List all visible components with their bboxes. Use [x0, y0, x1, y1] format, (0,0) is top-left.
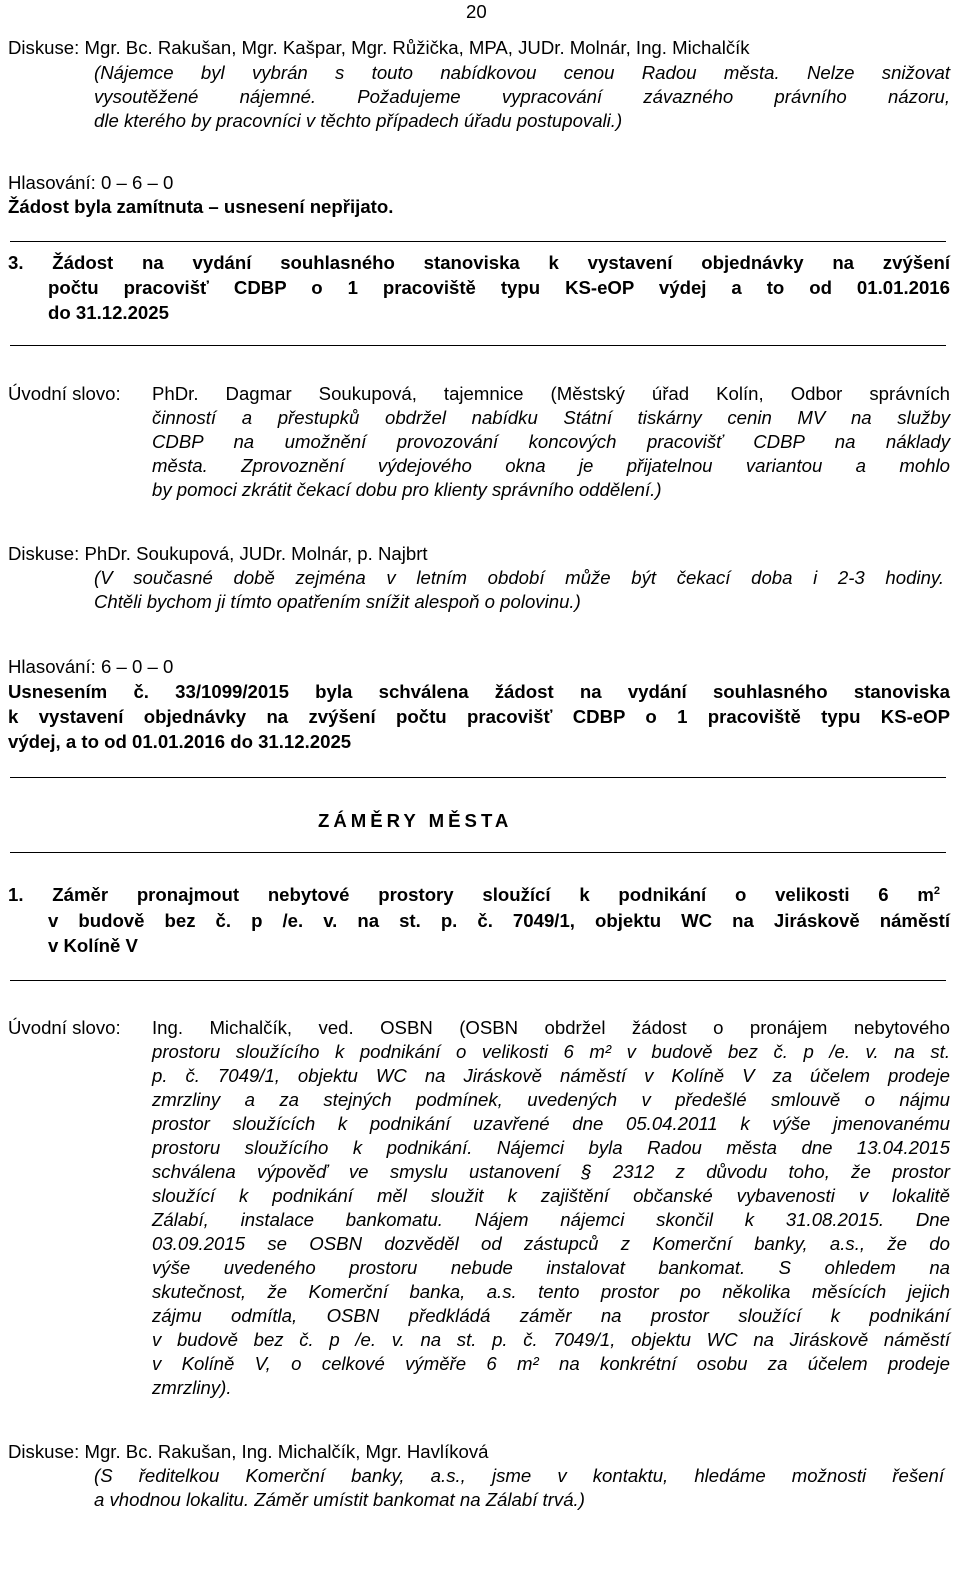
intro-line: Zálabí, instalace bankomatu. Nájem nájemci skončil k 31.08.2015. Dne	[152, 1209, 950, 1230]
vote-result: Hlasování: 6 – 0 – 0	[8, 656, 174, 677]
intro-line: by pomoci zkrátit čekací dobu pro klienty správního oddělení.)	[152, 479, 662, 500]
section-heading: ZÁMĚRY MĚSTA	[318, 810, 513, 831]
discussion-line: Diskuse: PhDr. Soukupová, JUDr. Molnár, p. Najbrt	[8, 543, 428, 564]
divider	[10, 852, 946, 853]
divider	[10, 777, 946, 778]
intro-line: p. č. 7049/1, objektu WC na Jiráskově náměstí v Kolíně V za účelem prodeje	[152, 1065, 950, 1086]
intro-line: sloužící k podnikání měl sloužit k zajištění občanské vybavenosti v lokalitě	[152, 1185, 950, 1206]
intro-line: prostoru sloužícího k podnikání o velikosti 6 m² v budově bez č. p /e. v. na st.	[152, 1041, 950, 1062]
intro-line: v Kolíně V, o celkové výměře 6 m² na konkrétní osobu za účelem prodeje	[152, 1353, 950, 1374]
intro-line: výše uvedeného prostoru nebude instalovat bankomat. S ohledem na	[152, 1257, 950, 1278]
resolution-line: k vystavení objednávky na zvýšení počtu pracovišť CDBP o 1 pracoviště typu KS-eOP	[8, 706, 950, 727]
discussion-note-line: vysoutěžené nájemné. Požadujeme vypracování závazného právního názoru,	[94, 86, 950, 107]
intro-line: prostoru sloužícího k podnikání. Nájemci byla Radou města dne 13.04.2015	[152, 1137, 950, 1158]
intro-line: Ing. Michalčík, ved. OSBN (OSBN obdržel žádost o pronájem nebytového	[152, 1017, 950, 1038]
intro-line: schválena výpověď ve smyslu ustanovení § 2312 z důvodu toho, že prostor	[152, 1161, 950, 1182]
discussion-note-line: (Nájemce byl vybrán s touto nabídkovou cenou Radou města. Nelze snižovat	[94, 62, 950, 83]
discussion-note-line: Chtěli bychom ji tímto opatřením snížit alespoň o polovinu.)	[94, 591, 581, 612]
intro-line: zájmu odmítla, OSBN předkládá záměr na prostor sloužící k podnikání	[152, 1305, 950, 1326]
intro-line: 03.09.2015 se OSBN dozvěděl od zástupců z Komerční banky, a.s., že do	[152, 1233, 950, 1254]
intro-line: skutečnost, že Komerční banka, a.s. tento prostor po několika měsících jejich	[152, 1281, 950, 1302]
discussion-line	[8, 36, 750, 60]
vote-result: Hlasování: 0 – 6 – 0	[8, 172, 174, 193]
page-number: 20	[466, 1, 487, 22]
item-title-line: do 31.12.2025	[48, 302, 169, 323]
intro-label: Úvodní slovo:	[8, 1017, 121, 1038]
resolution-line: výdej, a to od 01.01.2016 do 31.12.2025	[8, 731, 352, 752]
discussion-names: Mgr. Bc. Rakušan, Mgr. Kašpar, Mgr. Růžička, MPA, JUDr. Molnár, Ing. Michalčík	[84, 37, 750, 58]
item-title-line: v Kolíně V	[48, 935, 138, 956]
discussion-note-line: dle kterého by pracovníci v těchto případech úřadu postupovali.)	[94, 110, 623, 131]
intro-line: PhDr. Dagmar Soukupová, tajemnice (Městský úřad Kolín, Odbor správních	[152, 383, 950, 404]
divider	[10, 345, 946, 346]
intro-line: CDBP na umožnění provozování koncových pracovišť CDBP na náklady	[152, 431, 950, 452]
intro-line: zmrzliny).	[152, 1377, 232, 1398]
discussion-note-line: (S ředitelkou Komerční banky, a.s., jsme v kontaktu, hledáme možnosti řešení	[94, 1465, 944, 1486]
divider	[10, 241, 946, 242]
resolution-line: Usnesením č. 33/1099/2015 byla schválena žádost na vydání souhlasného stanoviska	[8, 681, 950, 702]
intro-label: Úvodní slovo:	[8, 383, 121, 404]
intro-line: zmrzliny a za stejných podmínek, uvedených v předešlé smlouvě o nájmu	[152, 1089, 950, 1110]
discussion-note-line: a vhodnou lokalitu. Záměr umístit bankomat na Zálabí trvá.)	[94, 1489, 585, 1510]
item-title-text: 1. Záměr pronajmout nebytové prostory sloužící k podnikání o velikosti 6 m	[8, 884, 934, 905]
item-title-line: 3. Žádost na vydání souhlasného stanoviska k vystavení objednávky na zvýšení	[8, 252, 950, 273]
discussion-label: Diskuse:	[8, 37, 80, 58]
divider	[10, 980, 946, 981]
item-title-line: v budově bez č. p /e. v. na st. p. č. 7049/1, objektu WC na Jiráskově náměstí	[48, 910, 950, 931]
discussion-note-line: (V současné době zejména v letním období může být čekací doba i 2-3 hodiny.	[94, 567, 944, 588]
intro-line: v budově bez č. p /e. v. na st. p. č. 7049/1, objektu WC na Jiráskově náměstí	[152, 1329, 950, 1350]
resolution-result: Žádost byla zamítnuta – usnesení nepřijato.	[8, 196, 394, 217]
intro-line: města. Zprovoznění výdejového okna je přijatelnou variantou a mohlo	[152, 455, 950, 476]
intro-line: prostor sloužících k podnikání uzavřené dne 05.04.2011 k výše jmenovanému	[152, 1113, 950, 1134]
superscript: 2	[933, 885, 940, 897]
intro-line: činností a přestupků obdržel nabídku Státní tiskárny cenin MV na služby	[152, 407, 950, 428]
item-title-line: počtu pracovišť CDBP o 1 pracoviště typu KS-eOP výdej a to od 01.01.2016	[48, 277, 950, 298]
discussion-line: Diskuse: Mgr. Bc. Rakušan, Ing. Michalčík, Mgr. Havlíková	[8, 1441, 489, 1462]
item-title-line	[8, 883, 940, 907]
